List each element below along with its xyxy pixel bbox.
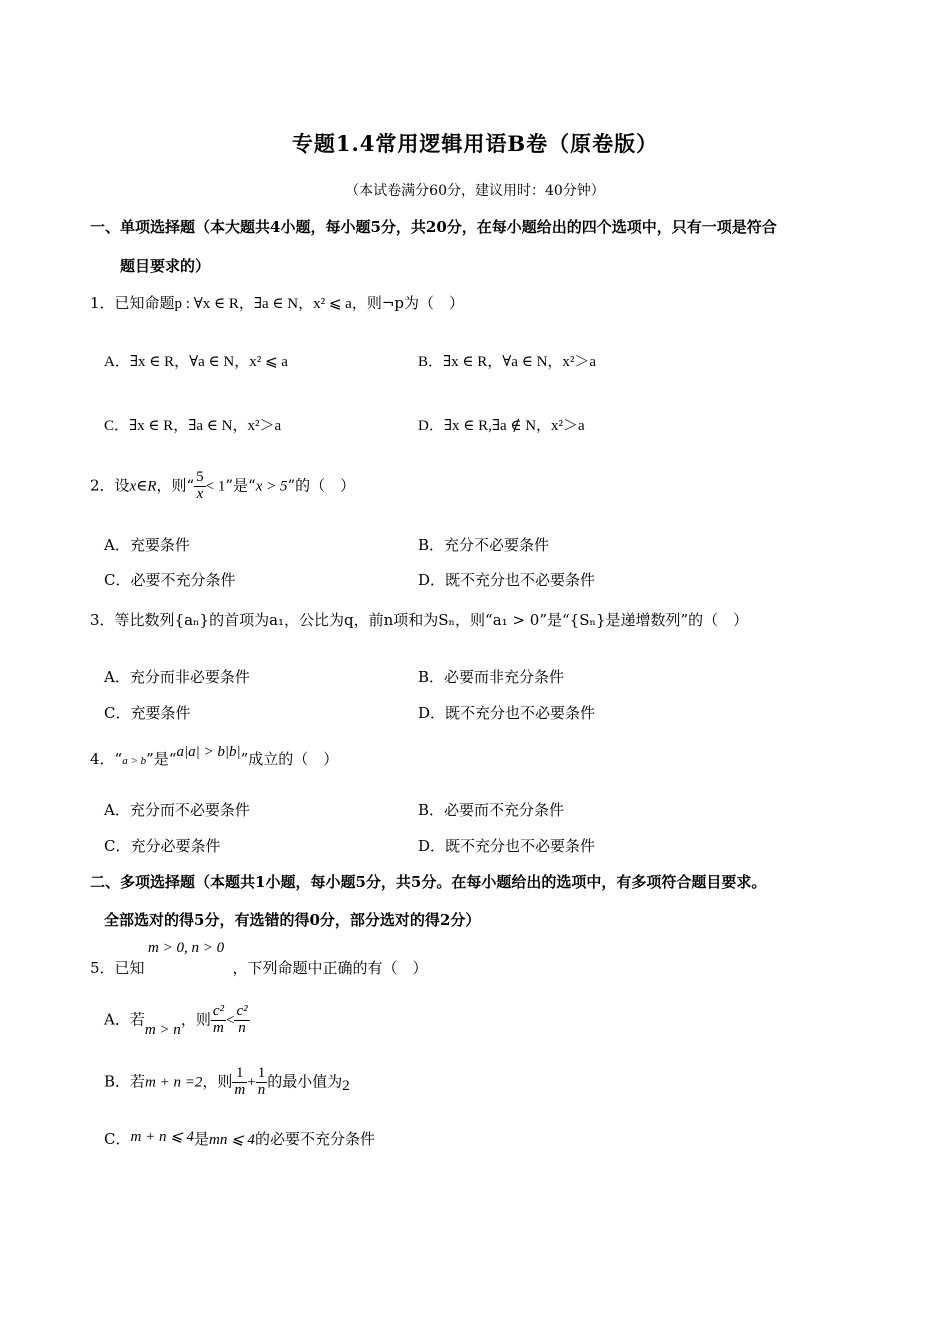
q1-option-b: B．∃x ∈ R，∀a ∈ N，x²＞a [418, 354, 597, 370]
q5-c-ineq2: mn ⩽ 4 [209, 1132, 255, 1148]
q2-option-a: A．充要条件 [104, 536, 190, 554]
q3-option-d: D．既不充分也不必要条件 [418, 704, 596, 722]
q4-cond: a > b [122, 755, 147, 767]
q5-cond: m > 0, n > 0 [148, 940, 225, 956]
q2-option-d: D．既不充分也不必要条件 [418, 571, 596, 589]
q4-option-c: C．充分必要条件 [104, 837, 221, 855]
q4-ineq: a|a| > b|b| [176, 744, 241, 760]
q2-option-b: B．充分不必要条件 [418, 536, 550, 554]
q1-suffix: ，则¬p为（ ） [351, 294, 465, 312]
q1-option-d: D．∃x ∈ R,∃a ∉ N，x²＞a [418, 418, 585, 434]
q5-option-a: A．若m > n，则 $\frac{\text{c²}}{m}$ < $\frac{\text{c²}}{n}$ [104, 1003, 248, 1039]
q5-option-b: B．若m + n =2，则 $\frac{1}{m}$ + $\frac{1}{n}$ 的最小值为2 [104, 1065, 350, 1098]
section2-heading-line2: 全部选对的得5分，有选错的得0分，部分选对的得2分） [104, 911, 481, 929]
q2-ineq1-rest: < 1 [205, 478, 226, 495]
q2-option-c: C．必要不充分条件 [104, 571, 236, 589]
q5-suffix: ，下列命题中正确的有（ ） [232, 959, 428, 977]
q4-option-d: D．既不充分也不必要条件 [418, 837, 596, 855]
q2-mid2: ”是“ [225, 476, 256, 495]
q3-option-a: A．充分而非必要条件 [104, 668, 250, 686]
q5-a-frac1: $\frac{\text{c²}}{m}$ [212, 1003, 224, 1036]
q5-b-frac2: $\frac{1}{n}$ [257, 1065, 266, 1098]
q5-prefix: 5．已知 [90, 959, 145, 977]
q5-c-ineq1: m + n ⩽ 4 [130, 1129, 195, 1145]
q4-prefix: 4．“ [90, 750, 123, 768]
section2-heading-line1: 二、多项选择题（本题共1小题，每小题5分，共5分。在每小题给出的选项中，有多项符合题目要求。 [90, 873, 767, 891]
q1-formula: p : ∀x ∈ R，∃a ∈ N，x² ⩽ a [174, 296, 352, 312]
section1-heading-line2: 题目要求的） [120, 257, 211, 275]
q3-option-b: B．必要而非充分条件 [418, 668, 565, 686]
page-title: 专题1.4常用逻辑用语B卷（原卷版） [291, 131, 659, 156]
q1-option-c: C．∃x ∈ R，∃a ∈ N，x²＞a [104, 418, 282, 434]
q1-option-a: A．∃x ∈ R，∀a ∈ N，x² ⩽ a [104, 354, 288, 370]
q2-fraction: $\frac{5}{x}$ [196, 469, 204, 502]
q5-b-cond: m + n =2 [145, 1074, 203, 1091]
question-2 [90, 470, 355, 503]
q2-cond: x∈R [129, 478, 157, 495]
q5-b-frac1: $\frac{1}{m}$ [234, 1065, 246, 1098]
q5-a-cond: m > n [144, 1022, 181, 1039]
section1-heading-line1: 一、单项选择题（本大题共4小题，每小题5分，共20分，在每小题给出的四个选项中，只有一项是符合 [90, 218, 777, 236]
q5-a-frac2: $\frac{\text{c²}}{n}$ [236, 1003, 248, 1036]
page-subtitle: （本试卷满分60分，建议用时：40分钟） [345, 183, 605, 199]
q2-prefix: 2．设 [90, 476, 130, 495]
question-3: 3．等比数列{aₙ}的首项为a₁，公比为q，前n项和为Sₙ，则“a₁ > 0”是“{Sₙ}是递增数列”的（ ） [90, 611, 749, 629]
q2-ineq2: x > 5 [255, 478, 288, 495]
q4-mid: ”是“ [146, 750, 177, 768]
q5-option-c: C．m + n ⩽ 4是mn ⩽ 4的必要不充分条件 [104, 1129, 375, 1148]
q4-suffix: ”成立的（ ） [240, 750, 339, 768]
question-4 [90, 744, 339, 769]
q1-prefix: 1．已知命题 [90, 294, 175, 312]
q4-option-b: B．必要而不充分条件 [418, 801, 565, 819]
question-1 [90, 292, 464, 313]
question-5 [90, 957, 428, 978]
q2-suffix: ”的（ ） [287, 476, 356, 495]
q3-option-c: C．充要条件 [104, 704, 191, 722]
q4-option-a: A．充分而不必要条件 [104, 801, 250, 819]
q2-mid1: ，则“ [156, 476, 195, 495]
